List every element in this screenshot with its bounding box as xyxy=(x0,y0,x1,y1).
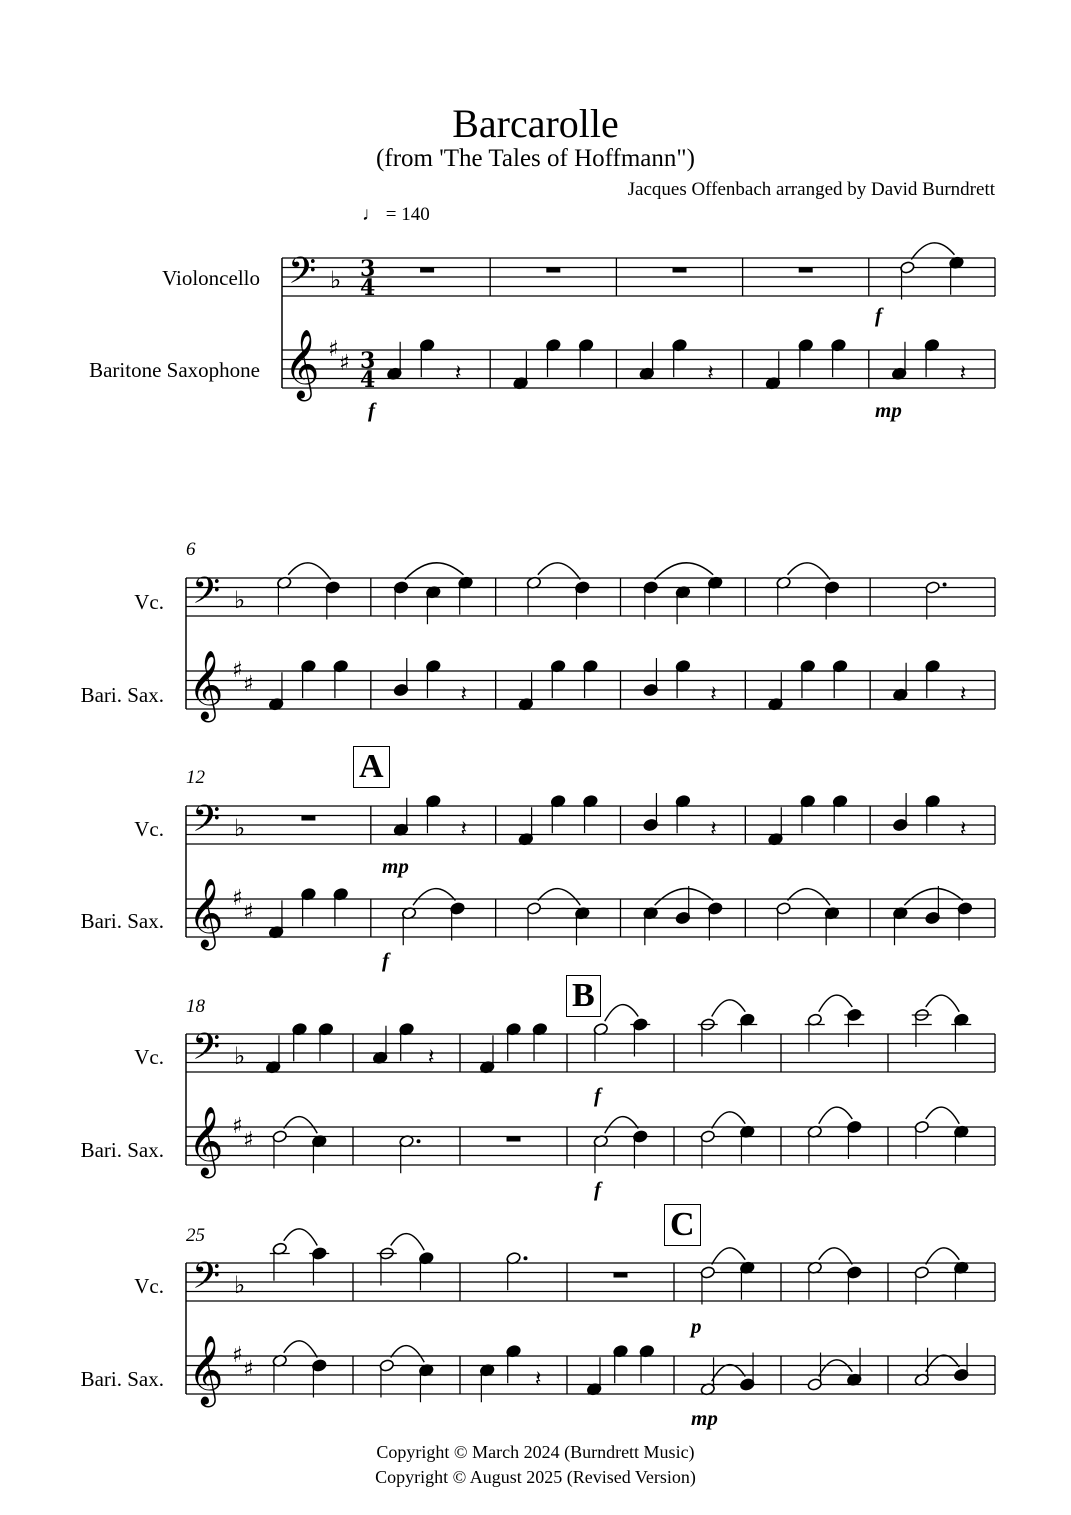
whole-rest-icon xyxy=(614,1273,628,1278)
quarter-rest-icon: 𝄽 xyxy=(454,361,462,386)
treble-clef-icon: 𝄞 xyxy=(188,878,224,948)
augmentation-dot xyxy=(943,583,947,587)
slur xyxy=(788,889,830,906)
sharp-sign-icon: ♯ xyxy=(243,1128,254,1153)
slur xyxy=(926,1107,960,1124)
slur xyxy=(819,1107,853,1124)
whole-rest-icon xyxy=(420,268,434,273)
bass-clef-icon: 𝄢 xyxy=(192,570,221,621)
augmentation-dot xyxy=(417,1139,421,1143)
slur xyxy=(911,243,954,260)
flat-sign-icon: ♭ xyxy=(234,1271,246,1299)
quarter-rest-icon: 𝄽 xyxy=(707,361,714,386)
measure-number: 6 xyxy=(186,539,196,560)
treble-clef-icon: 𝄞 xyxy=(188,650,224,720)
slur xyxy=(819,1248,853,1265)
slur xyxy=(712,1248,746,1265)
instrument-name-cello-short: Vc. xyxy=(134,1045,164,1069)
slur xyxy=(926,1248,960,1265)
quarter-rest-icon: 𝄽 xyxy=(959,361,967,386)
dynamic-marking: f xyxy=(382,948,389,972)
time-signature-numerator: 3 xyxy=(360,348,376,374)
instrument-name-cello-short: Vc. xyxy=(134,817,164,841)
dynamic-marking: mp xyxy=(875,398,902,422)
treble-clef-icon: 𝄞 xyxy=(284,329,320,399)
sharp-sign-icon: ♯ xyxy=(232,886,243,911)
slur xyxy=(538,563,580,580)
time-signature-denominator: 4 xyxy=(360,367,376,393)
dynamic-marking: mp xyxy=(691,1406,718,1430)
slur xyxy=(605,1005,639,1022)
treble-clef-icon: 𝄞 xyxy=(188,1335,224,1405)
slur xyxy=(391,1234,425,1251)
bass-clef-icon: 𝄢 xyxy=(288,250,317,301)
bass-clef-icon: 𝄢 xyxy=(192,1026,221,1077)
slur xyxy=(284,1229,318,1246)
slur xyxy=(391,1346,425,1363)
slur xyxy=(655,563,714,580)
slur xyxy=(712,1000,746,1017)
quarter-note-icon: ♩ xyxy=(362,204,381,225)
slur xyxy=(288,563,330,580)
dynamic-marking: f xyxy=(368,398,375,422)
copyright-line-2: Copyright © August 2025 (Revised Version) xyxy=(375,1467,696,1487)
dynamic-marking: f xyxy=(875,303,882,327)
measure-number: 25 xyxy=(186,1225,205,1246)
slur xyxy=(405,563,464,580)
slur xyxy=(605,1117,639,1134)
slur xyxy=(819,1360,853,1377)
slur xyxy=(926,995,960,1012)
sharp-sign-icon: ♯ xyxy=(243,900,254,925)
slur xyxy=(712,1112,746,1129)
instrument-name-cello-short: Vc. xyxy=(134,1274,164,1298)
whole-rest-icon xyxy=(507,1137,521,1142)
slur xyxy=(284,1117,318,1134)
tempo-value: = 140 xyxy=(385,204,430,225)
sharp-sign-icon: ♯ xyxy=(232,1343,243,1368)
instrument-name-sax-short: Bari. Sax. xyxy=(80,683,164,707)
dynamic-marking: f xyxy=(594,1177,601,1201)
slur xyxy=(819,995,853,1012)
instrument-name-sax: Baritone Saxophone xyxy=(89,358,260,382)
slur xyxy=(926,1355,960,1372)
sharp-sign-icon: ♯ xyxy=(339,351,350,376)
quarter-rest-icon: 𝄽 xyxy=(427,1045,435,1070)
flat-sign-icon: ♭ xyxy=(234,1042,246,1070)
bass-clef-icon: 𝄢 xyxy=(192,1255,221,1306)
sharp-sign-icon: ♯ xyxy=(243,672,254,697)
score-title: Barcarolle xyxy=(452,101,619,146)
quarter-rest-icon: 𝄽 xyxy=(460,682,468,707)
quarter-rest-icon: 𝄽 xyxy=(959,817,967,842)
bass-clef-icon: 𝄢 xyxy=(192,798,221,849)
rehearsal-mark-a: A xyxy=(353,746,390,788)
treble-clef-icon: 𝄞 xyxy=(188,1106,224,1176)
dynamic-marking: p xyxy=(691,1314,702,1338)
instrument-name-cello: Violoncello xyxy=(162,266,260,290)
flat-sign-icon: ♭ xyxy=(234,814,246,842)
dynamic-marking: f xyxy=(594,1083,601,1107)
rehearsal-mark-b: B xyxy=(566,975,601,1017)
slur xyxy=(413,889,455,906)
measure-number: 18 xyxy=(186,996,205,1017)
slur xyxy=(788,563,830,580)
time-signature-numerator: 3 xyxy=(360,256,376,282)
sharp-sign-icon: ♯ xyxy=(328,337,339,362)
flat-sign-icon: ♭ xyxy=(330,266,342,294)
sharp-sign-icon: ♯ xyxy=(243,1357,254,1382)
whole-rest-icon xyxy=(546,268,560,273)
flat-sign-icon: ♭ xyxy=(234,586,246,614)
whole-rest-icon xyxy=(301,816,315,821)
sharp-sign-icon: ♯ xyxy=(232,1114,243,1139)
quarter-rest-icon: 𝄽 xyxy=(460,817,468,842)
rehearsal-mark-c: C xyxy=(664,1204,701,1246)
measure-number: 12 xyxy=(186,767,205,788)
slur xyxy=(712,1365,746,1382)
instrument-name-sax-short: Bari. Sax. xyxy=(80,909,164,933)
quarter-rest-icon: 𝄽 xyxy=(959,682,967,707)
whole-rest-icon xyxy=(673,268,687,273)
quarter-rest-icon: 𝄽 xyxy=(534,1367,542,1392)
copyright-line-1: Copyright © March 2024 (Burndrett Music) xyxy=(376,1442,695,1462)
time-signature-denominator: 4 xyxy=(360,275,376,301)
sharp-sign-icon: ♯ xyxy=(232,658,243,683)
quarter-rest-icon: 𝄽 xyxy=(710,817,717,842)
dynamic-marking: mp xyxy=(382,854,409,878)
augmentation-dot xyxy=(524,1256,528,1260)
slur xyxy=(904,889,963,906)
instrument-name-sax-short: Bari. Sax. xyxy=(80,1138,164,1162)
slur xyxy=(538,889,580,906)
instrument-name-sax-short: Bari. Sax. xyxy=(80,1367,164,1391)
composer-credit: Jacques Offenbach arranged by David Burndrett xyxy=(627,179,995,200)
instrument-name-cello-short: Vc. xyxy=(134,590,164,614)
whole-rest-icon xyxy=(799,268,813,273)
slur xyxy=(284,1341,318,1358)
quarter-rest-icon: 𝄽 xyxy=(710,682,717,707)
score-subtitle: (from 'The Tales of Hoffmann") xyxy=(376,145,695,172)
slur xyxy=(655,889,714,906)
